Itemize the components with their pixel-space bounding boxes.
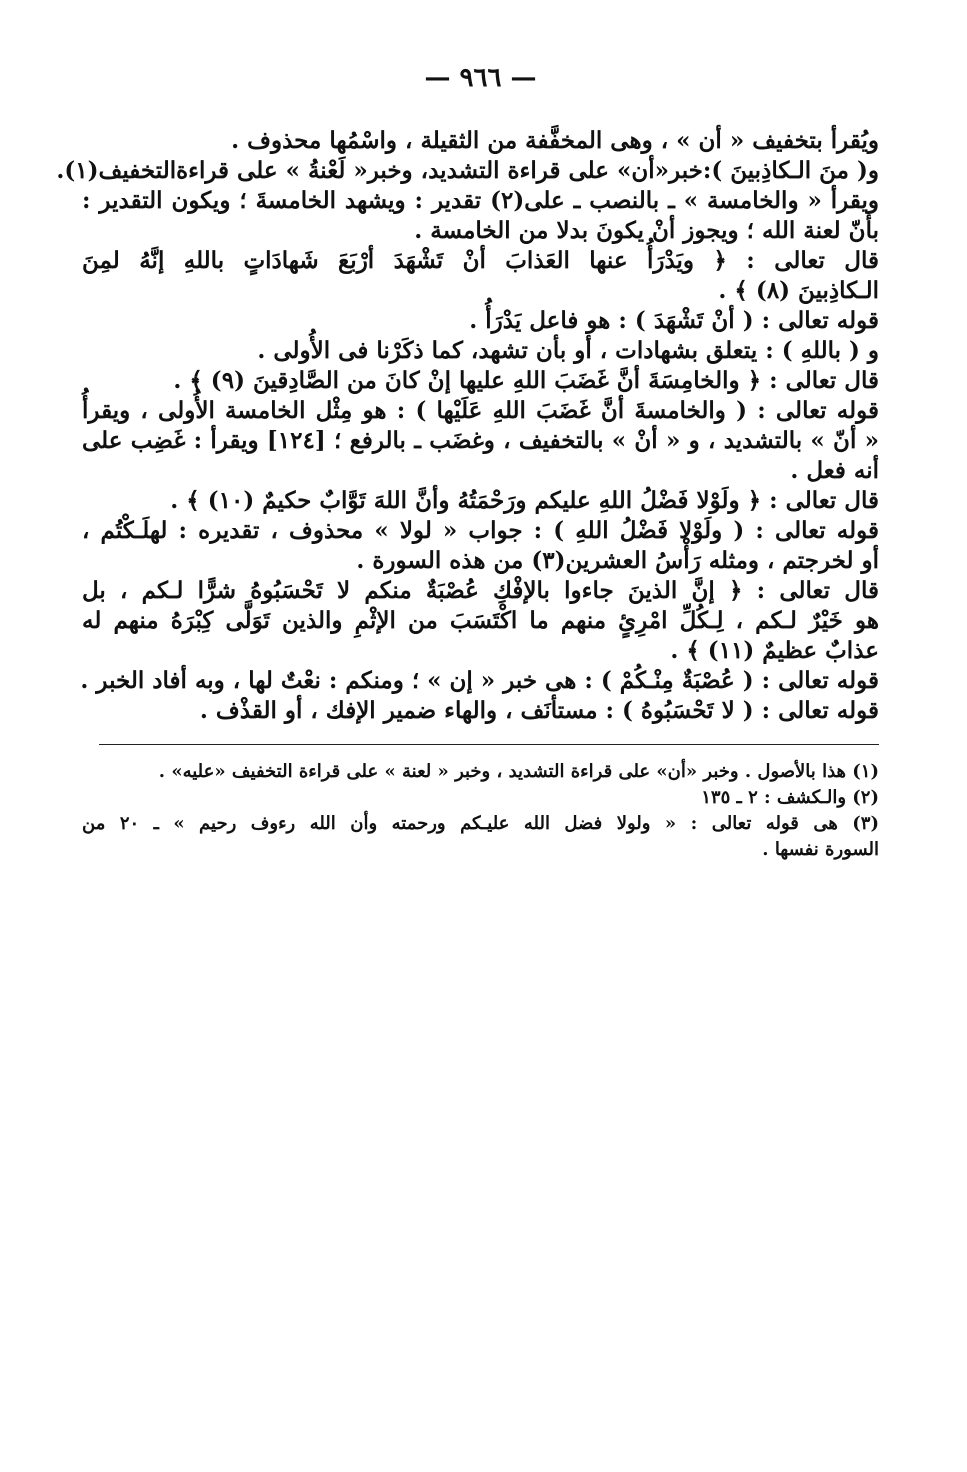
text-line: قوله تعالى : ( والخامسةَ أنَّ غَضَبَ اللهِ عَلَيْها ) : هو مِثْل الخامسة الأُولى ، ويقرأُ [82, 397, 879, 424]
text-line: ويُقرأ بتخفيف « أن » ، وهى المخفَّفة من الثقيلة ، واسْمُها محذوف . [231, 127, 879, 154]
text-line: هو خَيْرٌ لـكم ، لِـكُلِّ امْرِئٍ منهم ما اكْتَسَبَ من الإثْمِ والذين تَوَلَّى كِبْرَهُ منهم له [82, 607, 879, 634]
text-line: قوله تعالى : ( لا تَحْسَبُوهُ ) : مستأنَف ، والهاء ضمير الإفك ، أو القذْف . [199, 697, 879, 724]
text-line: و( منَ الـكاذِبينَ ):خبر«أن» على قراءة التشديد، وخبر« لَعْنةُ » على قراءةالتخفيف(١). [56, 157, 879, 184]
footnote-divider [99, 744, 879, 745]
text-line: قال تعالى : ﴿ إنَّ الذينَ جاءوا بالإفْكِ عُصْبَةٌ منكم لا تَحْسَبُوهُ شرًّا لـكم ، بل [82, 577, 879, 604]
text-line: ويقرأ « والخامسة » ـ بالنصب ـ على(٢) تقدير : ويشهد الخامسةَ ؛ ويكون التقدير : [82, 187, 879, 214]
text-line: قال تعالى : ﴿ ويَدْرَأُ عنها العَذابَ أنْ تَشْهَدَ أرْبَعَ شَهادَاتٍ باللهِ إنَّهُ لمِنَ [82, 247, 879, 274]
body-text [56, 126, 879, 726]
text-line: بأَنّ لعنة الله ؛ ويجوز أنْ يكونَ بدلا من الخامسة . [414, 217, 879, 244]
text-line: « أنّ » بالتشديد ، و « أنْ » بالتخفيف ، وغضَب ـ بالرفع ؛ [١٢٤] ويقرأ : غَضِب على [82, 427, 879, 454]
footnote-item: (٣) هى قوله تعالى : « ولولا فضل الله عليـكم ورحمته وأن الله رءوف رحيم » ـ ٢٠ من [82, 813, 879, 834]
footnote-item: (١) هذا بالأصول . وخبر «أن» على قراءة التشديد ، وخبر « لعنة » على قراءة التخفيف «عليه» . [158, 761, 879, 782]
text-line: قال تعالى : ﴿ ولَوْلا فَضْلُ اللهِ عليكم ورَحْمَتُهُ وأنَّ اللهَ تَوَّابٌ حكيمٌ (١٠) ﴾ . [170, 487, 879, 514]
text-line: قوله تعالى : ( ولَوْلا فَضْلُ اللهِ ) : جواب « لولا » محذوف ، تقديره : لهلَـكْتُم ، [82, 517, 879, 544]
footnotes [82, 759, 879, 863]
footnote-item: (٢) والـكشف : ٢ ـ ١٣٥ [701, 787, 879, 808]
footnote-continuation: السورة نفسها . [762, 839, 879, 860]
text-line: قال تعالى : ﴿ والخامِسَةَ أنَّ غَضَبَ اللهِ عليها إنْ كانَ من الصَّادِقينَ (٩) ﴾ . [173, 367, 879, 394]
text-line: و ( باللهِ ) : يتعلق بشهادات ، أو بأن تشهد، كما ذكَرْنا فى الأُولى . [257, 337, 879, 364]
text-line: الـكاذِبينَ (٨) ﴾ . [718, 277, 879, 304]
page-number: — ٩٦٦ — [424, 63, 537, 93]
text-line: أو لخرجتم ، ومثله رَأْسُ العشرين(٣) من هذه السورة . [356, 547, 879, 574]
text-line: قوله تعالى : ( أنْ تَشْهَدَ ) : هو فاعل يَدْرَأُ . [469, 307, 879, 334]
text-line: قوله تعالى : ( عُصْبَةٌ مِنْـكُمْ ) : هى خبر « إن » ؛ ومنكم : نعْتٌ لها ، وبه أفاد الخبر . [80, 667, 879, 694]
text-line: عذابٌ عظيمٌ (١١) ﴾ . [670, 637, 879, 664]
text-line: أنه فعل . [790, 457, 879, 484]
